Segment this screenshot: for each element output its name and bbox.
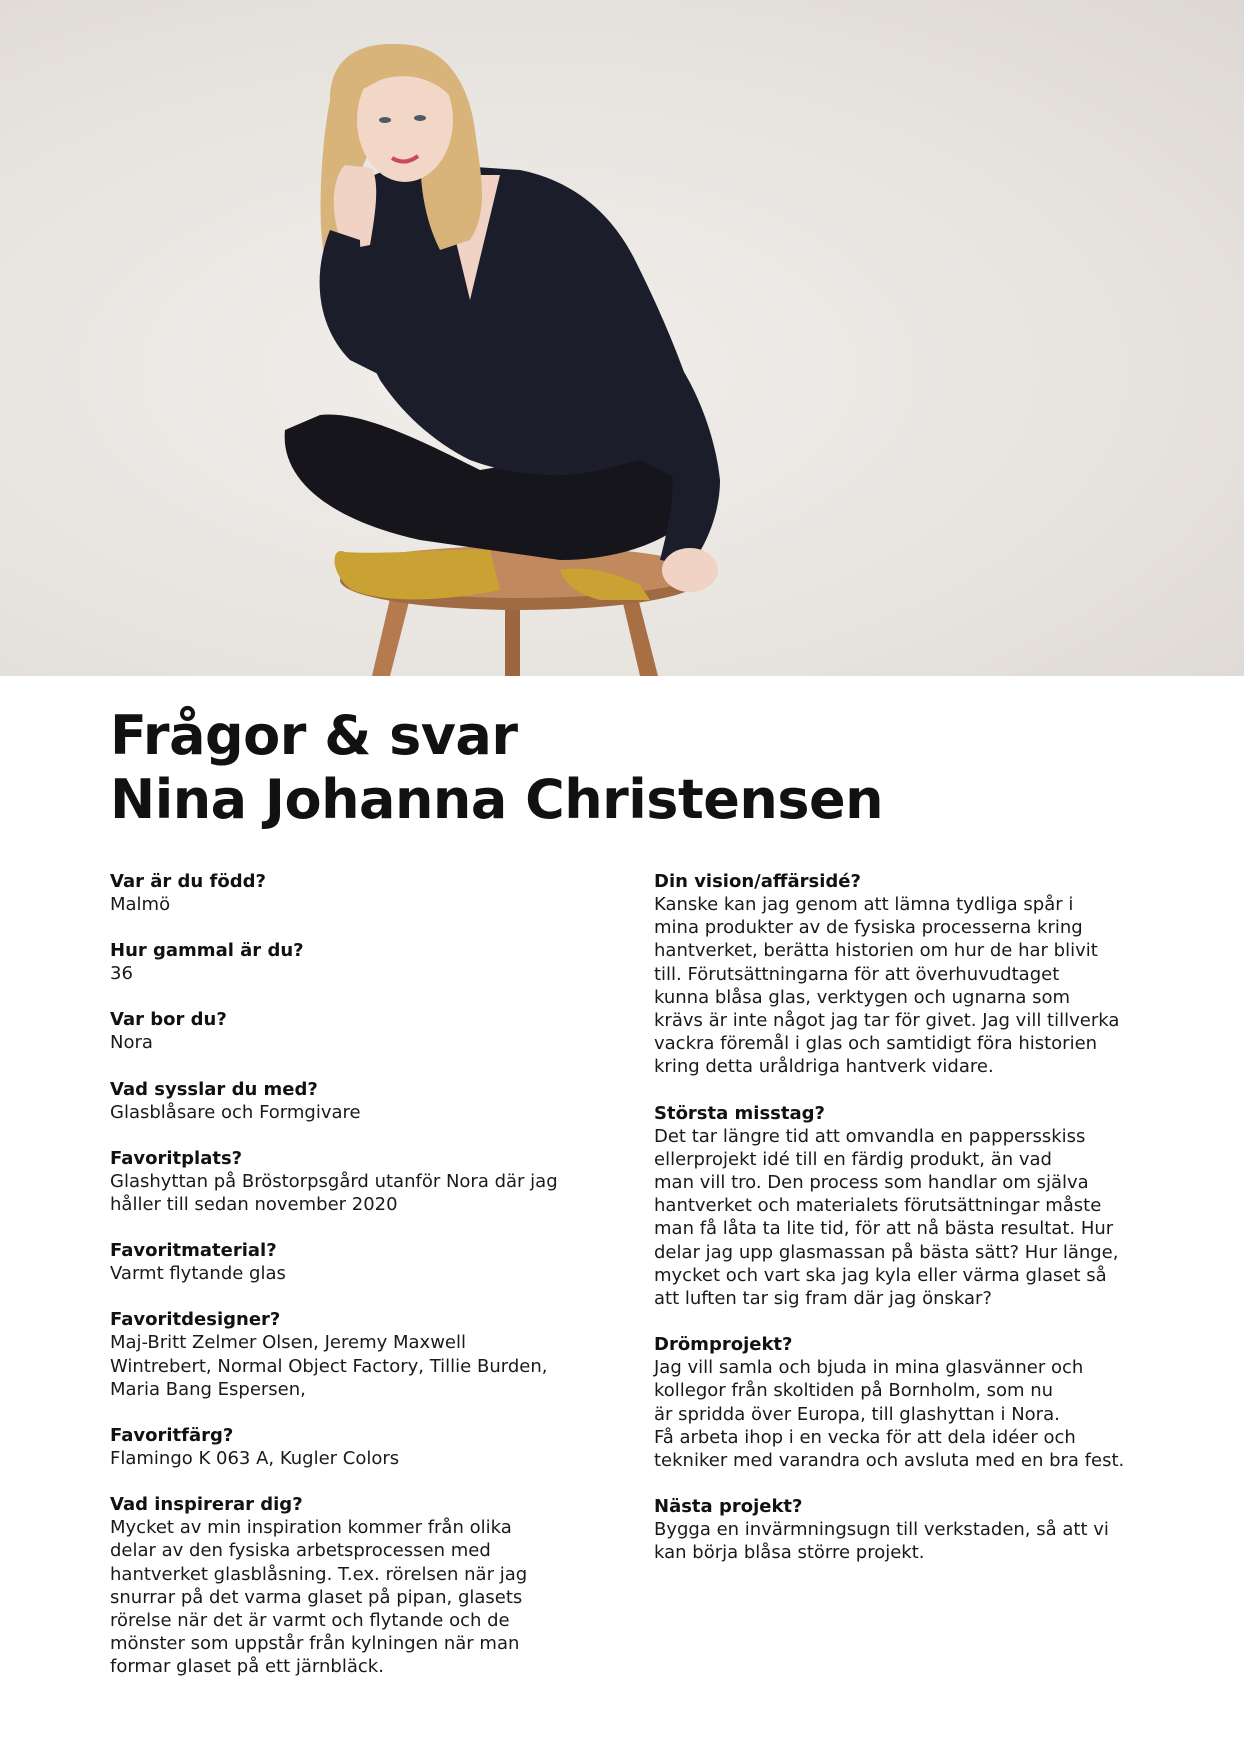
portrait-illustration-icon [0, 0, 1244, 676]
title-line-2: Nina Johanna Christensen [110, 768, 884, 831]
answer: Varmt flytande glas [110, 1263, 286, 1285]
qa-item [110, 1493, 610, 1678]
qa-item [110, 1239, 610, 1285]
right-qa-column [654, 870, 1154, 1588]
qa-item [110, 1078, 610, 1124]
answer: 36 [110, 963, 133, 985]
qa-item [654, 1495, 1154, 1564]
qa-item [110, 1147, 610, 1216]
qa-item [110, 1008, 610, 1054]
answer: Malmö [110, 894, 171, 915]
question: Vad inspirerar dig? [110, 1494, 303, 1516]
answer: Kanske kan jag genom att lämna tydliga spår i mina produkter av de fysiska processerna kring hantverket, berätta historien om hur de har blivit till. Förutsättningarna för att överhuvudtaget kunna blåsa glas, verktygen och ugnarna som krävs är inte något jag tar för givet. Jag vill tillverka vackra föremål i glas och samtidigt föra historien kring detta uråldriga hantverk vidare. [654, 894, 1120, 1078]
portrait-photo [0, 0, 1244, 676]
qa-item [110, 870, 610, 916]
question: Drömprojekt? [654, 1334, 793, 1356]
question: Största misstag? [654, 1102, 825, 1124]
question: Hur gammal är du? [110, 940, 304, 962]
question: Vad sysslar du med? [110, 1078, 318, 1100]
question: Favoritmaterial? [110, 1240, 277, 1262]
question: Favoritplats? [110, 1147, 243, 1169]
question: Favoritdesigner? [110, 1309, 281, 1331]
answer: Flamingo K 063 A, Kugler Colors [110, 1448, 400, 1470]
answer: Glasblåsare och Formgivare [110, 1101, 361, 1123]
qa-item [110, 1308, 610, 1401]
answer: Nora [110, 1032, 153, 1054]
left-qa-column [110, 870, 610, 1702]
title-line-1: Frågor & svar [110, 704, 518, 767]
question: Din vision/affärsidé? [654, 871, 861, 892]
question: Var bor du? [110, 1009, 227, 1031]
question: Nästa projekt? [654, 1496, 803, 1518]
qa-item [654, 1333, 1154, 1472]
question: Favoritfärg? [110, 1425, 234, 1447]
answer: Maj-Britt Zelmer Olsen, Jeremy Maxwell Wintrebert, Normal Object Factory, Tillie Burden, Maria Bang Espersen, [110, 1332, 548, 1400]
answer: Det tar längre tid att omvandla en pappersskiss ellerprojekt idé till en färdig produkt, än vad man vill tro. Den process som handlar om själva hantverket och materialets förutsättningar måste man få låta ta lite tid, för att nå bästa resultat. Hur delar jag upp glasmassan på bästa sätt? Hur länge, mycket och vart ska jag kyla eller värma glaset så att luften tar sig fram där jag önskar? [654, 1125, 1119, 1310]
answer: Bygga en invärmningsugn till verkstaden, så att vi kan börja blåsa större projekt. [654, 1519, 1109, 1564]
answer: Mycket av min inspiration kommer från olika delar av den fysiska arbetsprocessen med hantverket glasblåsning. T.ex. rörelsen när jag snurrar på det varma glaset på pipan, glasets rörelse när det är varmt och flytande och de mönster som uppstår från kylningen när man formar glaset på ett järnbläck. [110, 1517, 528, 1678]
answer: Glashyttan på Bröstorpsgård utanför Nora där jag håller till sedan november 2020 [110, 1170, 558, 1216]
answer: Jag vill samla och bjuda in mina glasvänner och kollegor från skoltiden på Bornholm, som nu är spridda över Europa, till glashyttan i Nora. Få arbeta ihop i en vecka för att dela idéer och tekniker med varandra och avsluta med en bra fest. [654, 1357, 1125, 1472]
qa-item [110, 1424, 610, 1470]
question: Var är du född? [110, 871, 266, 892]
qa-item [110, 939, 610, 985]
page-title [110, 704, 883, 832]
qa-item [654, 870, 1154, 1079]
qa-item [654, 1102, 1154, 1311]
